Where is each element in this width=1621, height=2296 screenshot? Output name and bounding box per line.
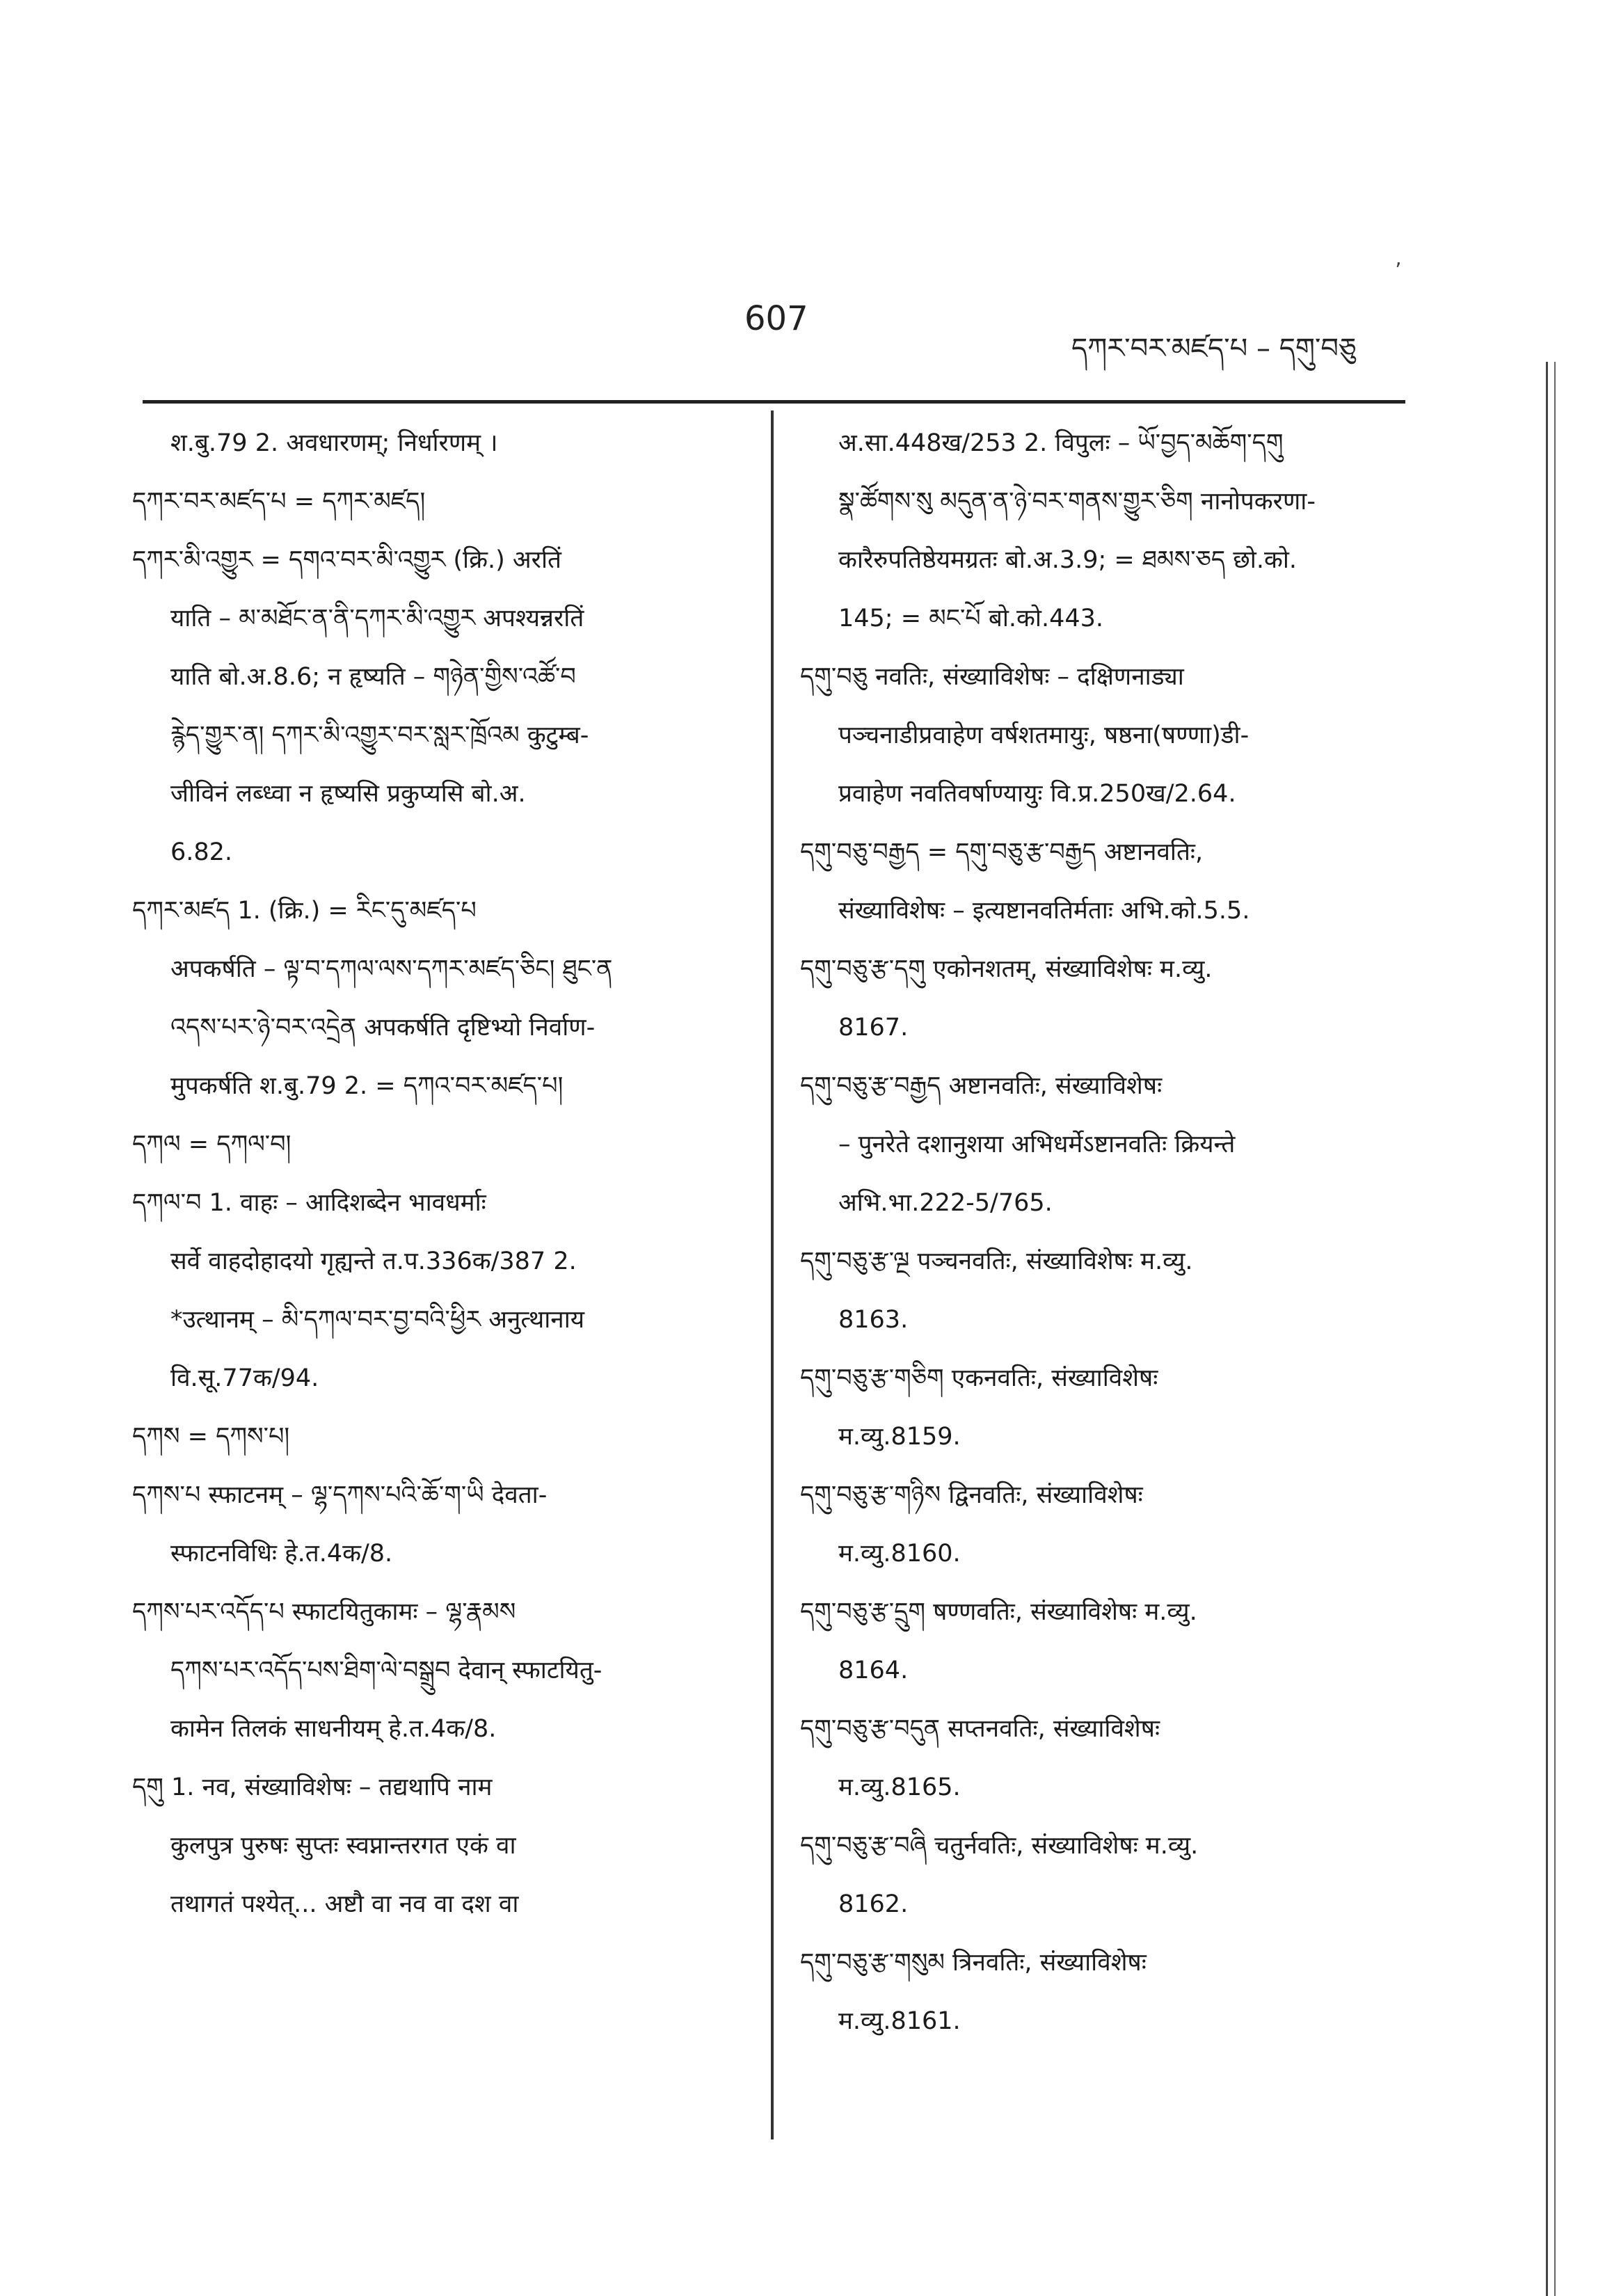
dictionary-line: 145; = མང་པོ बो.को.443. (838, 605, 1104, 632)
dictionary-line: संख्याविशेषः – इत्यष्टानवतिर्मताः अभि.को.5.5. (838, 897, 1250, 925)
dictionary-line: सर्वे वाहदोहादयो गृह्यन्ते त.प.336क/387 2. (170, 1247, 577, 1275)
right-column (800, 414, 1398, 2050)
left-column (132, 414, 730, 1934)
dictionary-line: अभि.भा.222-5/765. (838, 1189, 1053, 1217)
dictionary-line: कारैरुपतिष्ठेयमग्रतः बो.अ.3.9; = ཐམས་ཅད छो.को. (838, 546, 1297, 574)
dictionary-line: म.व्यु.8165. (838, 1773, 961, 1801)
dictionary-line: कामेन तिलकं साधनीयम् हे.त.4क/8. (170, 1715, 497, 1743)
dictionary-line: དཀས་པར་འདོད་པ स्फाटयितुकामः – ལྷ་རྣམས (132, 1598, 516, 1626)
dictionary-line: དཀས་པར་འདོད་པས་ཐིག་ལེ་བསྒྲུབ देवान् स्फाटयितु- (170, 1657, 602, 1684)
dictionary-line: 8164. (838, 1657, 909, 1684)
dictionary-line: དགུ་བཅུ་རྩ་གཉིས द्विनवतिः, संख्याविशेषः (800, 1481, 1143, 1509)
dictionary-line: श.बु.79 2. अवधारणम्; निर्धारणम् । (170, 429, 498, 457)
dictionary-line: དཀས = དཀས་པ། (132, 1423, 290, 1451)
dictionary-line: *उत्थानम् – མི་དཀལ་བར་བྱ་བའི་ཕྱིར अनुत्थानाय (170, 1306, 585, 1334)
dictionary-line: 8162. (838, 1890, 909, 1918)
dictionary-line: དཀར་མི་འགྱུར = དགའ་བར་མི་འགྱུར (क्रि.) अरतिं (132, 546, 561, 574)
dictionary-line: 8167. (838, 1014, 909, 1042)
dictionary-line: याति – མ་མཐོང་ན་ནི་དཀར་མི་འགྱུར अपश्यन्नरतिं (170, 605, 584, 632)
margin-tick: ʼ (1395, 259, 1402, 283)
dictionary-line: དགུ་བཅུ་རྩ་བདུན सप्तनवतिः, संख्याविशेषः (800, 1715, 1160, 1743)
dictionary-line: དགུ་བཅུ་རྩ་བཞི चतुर्नवतिः, संख्याविशेषः म.व्यु. (800, 1832, 1199, 1860)
dictionary-line: तथागतं पश्येत्... अष्टौ वा नव वा दश वा (170, 1890, 519, 1918)
dictionary-line: वि.सू.77क/94. (170, 1364, 319, 1392)
header-rule (143, 400, 1405, 404)
dictionary-line: དཀར་བར་མཛད་པ = དཀར་མཛད། (132, 488, 426, 516)
dictionary-line: དཀར་མཛད 1. (क्रि.) = རིང་དུ་མཛད་པ (132, 897, 477, 925)
dictionary-line: जीविनं लब्ध्वा न हृष्यसि प्रकुप्यसि बो.अ. (170, 780, 526, 808)
dictionary-line: འདས་པར་ཉེ་བར་འདྲེན अपकर्षति दृष्टिभ्यो निर्वाण- (170, 1014, 596, 1042)
dictionary-line: རྙེད་གྱུར་ན། དཀར་མི་འགྱུར་བར་སླར་ཁྲོའམ कुटुम्ब- (170, 722, 589, 749)
dictionary-line: स्फाटनविधिः हे.त.4क/8. (170, 1540, 393, 1568)
dictionary-line: དགུ་བཅུ नवतिः, संख्याविशेषः – दक्षिणनाड्या (800, 663, 1184, 691)
dictionary-line: དགུ་བཅུ་རྩ་དགུ एकोनशतम्, संख्याविशेषः म.व्यु. (800, 955, 1213, 983)
dictionary-line: དགུ་བཅུ་རྩ་བརྒྱད अष्टानवतिः, संख्याविशेषः (800, 1072, 1163, 1100)
dictionary-line: मुपकर्षति श.बु.79 2. = དཀའ་བར་མཛད་པ། (170, 1072, 564, 1100)
dictionary-line: 6.82. (170, 838, 233, 866)
dictionary-line: प्रवाहेण नवतिवर्षाण्यायुः वि.प्र.250ख/2.64. (838, 780, 1236, 808)
margin-rule (1546, 362, 1548, 2296)
running-head: དཀར་བར་མཛད་པ – དགུ་བཅུ (1071, 333, 1357, 365)
dictionary-line: पञ्चनाडीप्रवाहेण वर्षशतमायुः, षष्ठना(षण्णा)डी- (838, 722, 1249, 749)
column-divider (771, 410, 774, 2139)
dictionary-line: म.व्यु.8161. (838, 2007, 961, 2035)
dictionary-line: དགུ་བཅུ་རྩ་གསུམ त्रिनवतिः, संख्याविशेषः (800, 1949, 1147, 1977)
dictionary-line: म.व्यु.8159. (838, 1423, 961, 1451)
dictionary-line: याति बो.अ.8.6; न हृष्यति – གཉེན་གྱིས་འཚོ་བ (170, 663, 576, 691)
dictionary-line: དཀལ་བ 1. वाहः – आदिशब्देन भावधर्माः (132, 1189, 486, 1217)
dictionary-line: དཀས་པ स्फाटनम् – ལྷ་དཀས་པའི་ཆོ་ག་ཡི देवता- (132, 1481, 548, 1509)
dictionary-line: དགུ 1. नव, संख्याविशेषः – तद्यथापि नाम (132, 1773, 493, 1801)
dictionary-line: 8163. (838, 1306, 909, 1334)
dictionary-line: སྣ་ཚོགས་སུ མདུན་ན་ཉེ་བར་གནས་གྱུར་ཅིག नानोपकरणा- (838, 488, 1316, 516)
dictionary-line: कुलपुत्र पुरुषः सुप्तः स्वप्नान्तरगत एकं वा (170, 1832, 516, 1860)
page-number: 607 (744, 299, 808, 338)
dictionary-line: – पुनरेते दशानुशया अभिधर्मेऽष्टानवतिः क्रियन्ते (838, 1131, 1236, 1158)
dictionary-line: अ.सा.448ख/253 2. विपुलः – ཡོ་བྱད་མཆོག་དགུ (838, 429, 1284, 457)
dictionary-line: དགུ་བཅུ་རྩ་དྲུག षण्णवतिः, संख्याविशेषः म.व्यु. (800, 1598, 1197, 1626)
margin-rule-inner (1554, 362, 1556, 2296)
dictionary-line: དཀལ = དཀལ་བ། (132, 1131, 292, 1158)
dictionary-line: དགུ་བཅུ་རྩ་གཅིག एकनवतिः, संख्याविशेषः (800, 1364, 1158, 1392)
dictionary-line: དགུ་བཅུ་བརྒྱད = དགུ་བཅུ་རྩ་བརྒྱད अष्टानवतिः, (800, 838, 1204, 866)
dictionary-line: དགུ་བཅུ་རྩ་ལྔ पञ्चनवतिः, संख्याविशेषः म.व्यु. (800, 1247, 1193, 1275)
dictionary-line: म.व्यु.8160. (838, 1540, 961, 1568)
dictionary-line: अपकर्षति – ལྟ་བ་དཀལ་ལས་དཀར་མཛད་ཅིང། ཐུང་ན (170, 955, 613, 983)
